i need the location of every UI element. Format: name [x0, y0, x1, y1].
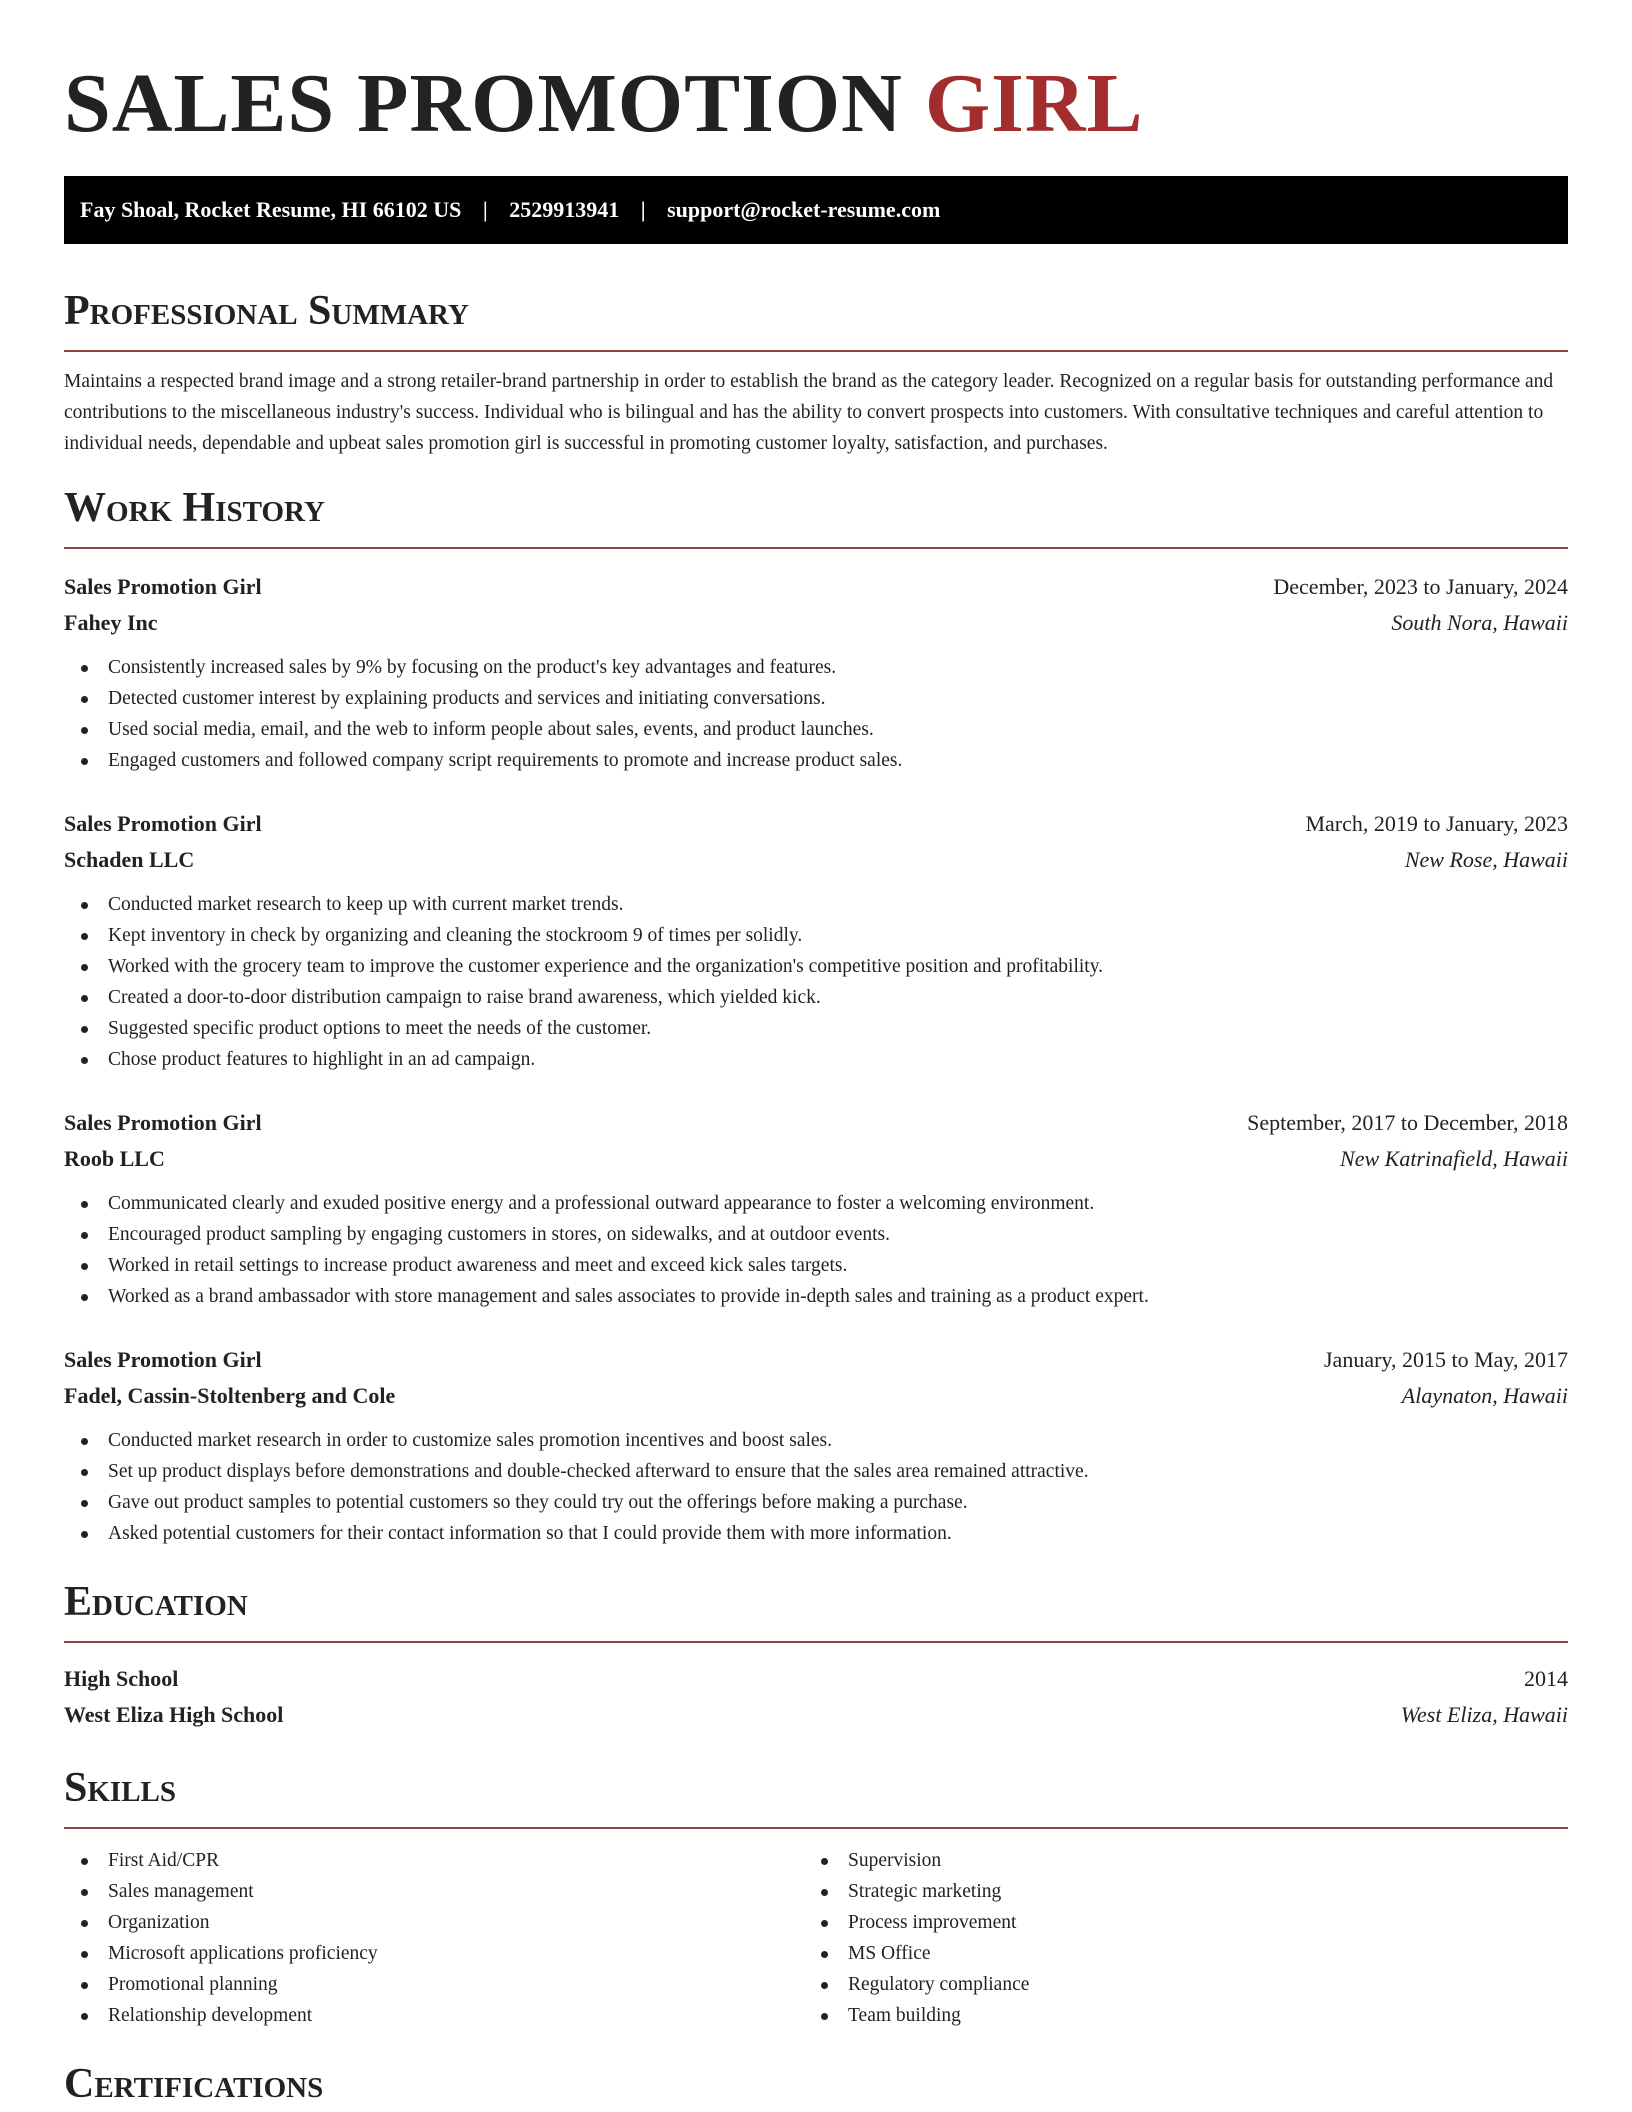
job-duty-item: Set up product displays before demonstrations and double-checked afterward to ensure that the sales area remained attractive. — [64, 1456, 1568, 1487]
title-accent: GIRL — [924, 57, 1144, 150]
job-duty-item: Encouraged product sampling by engaging customers in stores, on sidewalks, and at outdoor events. — [64, 1219, 1568, 1250]
section-divider — [64, 350, 1568, 352]
resume-page — [64, 0, 1568, 2109]
skill-item: Process improvement — [804, 1907, 1544, 1938]
job-duties-list — [64, 889, 1568, 1075]
contact-email[interactable]: support@rocket-resume.com — [667, 197, 941, 222]
job-duties-list — [64, 652, 1568, 776]
job-duty-item: Used social media, email, and the web to inform people about sales, events, and product launches. — [64, 714, 1568, 745]
skills-column-left — [64, 1845, 804, 2031]
skills-grid — [64, 1845, 1568, 2031]
education-entry — [64, 1661, 1568, 1733]
job-duty-item: Consistently increased sales by 9% by focusing on the product's key advantages and features. — [64, 652, 1568, 683]
job-entry — [64, 1105, 1568, 1312]
job-duty-item: Suggested specific product options to meet the needs of the customer. — [64, 1013, 1568, 1044]
education-location: West Eliza, Hawaii — [1400, 1702, 1568, 1727]
job-duty-item: Engaged customers and followed company script requirements to promote and increase product sales. — [64, 745, 1568, 776]
job-title: Sales Promotion Girl — [64, 1110, 262, 1135]
contact-bar — [64, 176, 1568, 244]
job-dates: December, 2023 to January, 2024 — [1273, 574, 1568, 599]
job-dates: March, 2019 to January, 2023 — [1305, 811, 1568, 836]
job-duty-item: Worked with the grocery team to improve the customer experience and the organization's competitive position and profitability. — [64, 951, 1568, 982]
job-title: Sales Promotion Girl — [64, 811, 262, 836]
job-title: Sales Promotion Girl — [64, 1347, 262, 1372]
job-duty-item: Created a door-to-door distribution campaign to raise brand awareness, which yielded kick. — [64, 982, 1568, 1013]
education-school: West Eliza High School — [64, 1702, 284, 1727]
section-divider — [64, 547, 1568, 549]
skill-item: Organization — [64, 1907, 804, 1938]
job-entry — [64, 806, 1568, 1075]
section-heading-skills: Skills — [64, 1765, 177, 1811]
job-duties-list — [64, 1425, 1568, 1549]
section-heading-work-history: Work History — [64, 485, 325, 531]
skill-item: Relationship development — [64, 2000, 804, 2031]
skill-item: Sales management — [64, 1876, 804, 1907]
summary-text: Maintains a respected brand image and a strong retailer-brand partnership in order to establish the brand as the category leader. Recognized on a regular basis for outstanding performance and contributions to the miscellaneous industry's success. Individual who is bilingual and has the ability to convert prospects into customers. With consultative techniques and careful attention to individual needs, dependable and upbeat sales promotion girl is successful in promoting customer loyalty, satisfaction, and purchases. — [64, 371, 1554, 454]
job-duty-item: Detected customer interest by explaining products and services and initiating conversations. — [64, 683, 1568, 714]
job-duty-item: Chose product features to highlight in an ad campaign. — [64, 1044, 1568, 1075]
job-location: New Rose, Hawaii — [1404, 847, 1568, 872]
resume-title — [64, 0, 1568, 154]
job-entry — [64, 569, 1568, 776]
job-dates: January, 2015 to May, 2017 — [1324, 1347, 1568, 1372]
education-year: 2014 — [1524, 1666, 1568, 1691]
job-company: Fahey Inc — [64, 610, 158, 635]
skill-item: Microsoft applications proficiency — [64, 1938, 804, 1969]
education-degree: High School — [64, 1666, 179, 1691]
skill-item: Supervision — [804, 1845, 1544, 1876]
work-history-list — [64, 569, 1568, 1549]
job-company: Roob LLC — [64, 1146, 165, 1171]
skill-item: Promotional planning — [64, 1969, 804, 2000]
section-divider — [64, 1641, 1568, 1643]
job-duty-item: Asked potential customers for their contact information so that I could provide them with more information. — [64, 1518, 1568, 1549]
job-duties-list — [64, 1188, 1568, 1312]
job-location: South Nora, Hawaii — [1391, 610, 1568, 635]
section-heading-education: Education — [64, 1579, 248, 1625]
job-location: New Katrinafield, Hawaii — [1340, 1146, 1568, 1171]
skill-item: First Aid/CPR — [64, 1845, 804, 1876]
job-duty-item: Gave out product samples to potential customers so they could try out the offerings before making a purchase. — [64, 1487, 1568, 1518]
job-company: Schaden LLC — [64, 847, 195, 872]
skills-column-right — [804, 1845, 1544, 2031]
contact-address: Fay Shoal, Rocket Resume, HI 66102 US — [80, 197, 462, 222]
contact-separator: | — [640, 197, 646, 222]
job-duty-item: Kept inventory in check by organizing and cleaning the stockroom 9 of times per solidly. — [64, 920, 1568, 951]
contact-separator: | — [482, 197, 488, 222]
job-company: Fadel, Cassin-Stoltenberg and Cole — [64, 1383, 396, 1408]
title-main: SALES PROMOTION — [64, 57, 925, 150]
section-divider — [64, 1827, 1568, 1829]
skill-item: Strategic marketing — [804, 1876, 1544, 1907]
skill-item: Team building — [804, 2000, 1544, 2031]
job-location: Alaynaton, Hawaii — [1401, 1383, 1568, 1408]
section-heading-certifications: Certifications — [64, 2061, 324, 2107]
contact-phone: 2529913941 — [509, 197, 620, 222]
job-duty-item: Conducted market research in order to customize sales promotion incentives and boost sales. — [64, 1425, 1568, 1456]
job-entry — [64, 1342, 1568, 1549]
section-heading-summary: Professional Summary — [64, 288, 469, 334]
job-title: Sales Promotion Girl — [64, 574, 262, 599]
job-duty-item: Conducted market research to keep up with current market trends. — [64, 889, 1568, 920]
job-duty-item: Communicated clearly and exuded positive energy and a professional outward appearance to foster a welcoming environment. — [64, 1188, 1568, 1219]
skill-item: Regulatory compliance — [804, 1969, 1544, 2000]
job-duty-item: Worked as a brand ambassador with store management and sales associates to provide in-depth sales and training as a product expert. — [64, 1281, 1568, 1312]
skill-item: MS Office — [804, 1938, 1544, 1969]
job-duty-item: Worked in retail settings to increase product awareness and meet and exceed kick sales targets. — [64, 1250, 1568, 1281]
job-dates: September, 2017 to December, 2018 — [1247, 1110, 1568, 1135]
